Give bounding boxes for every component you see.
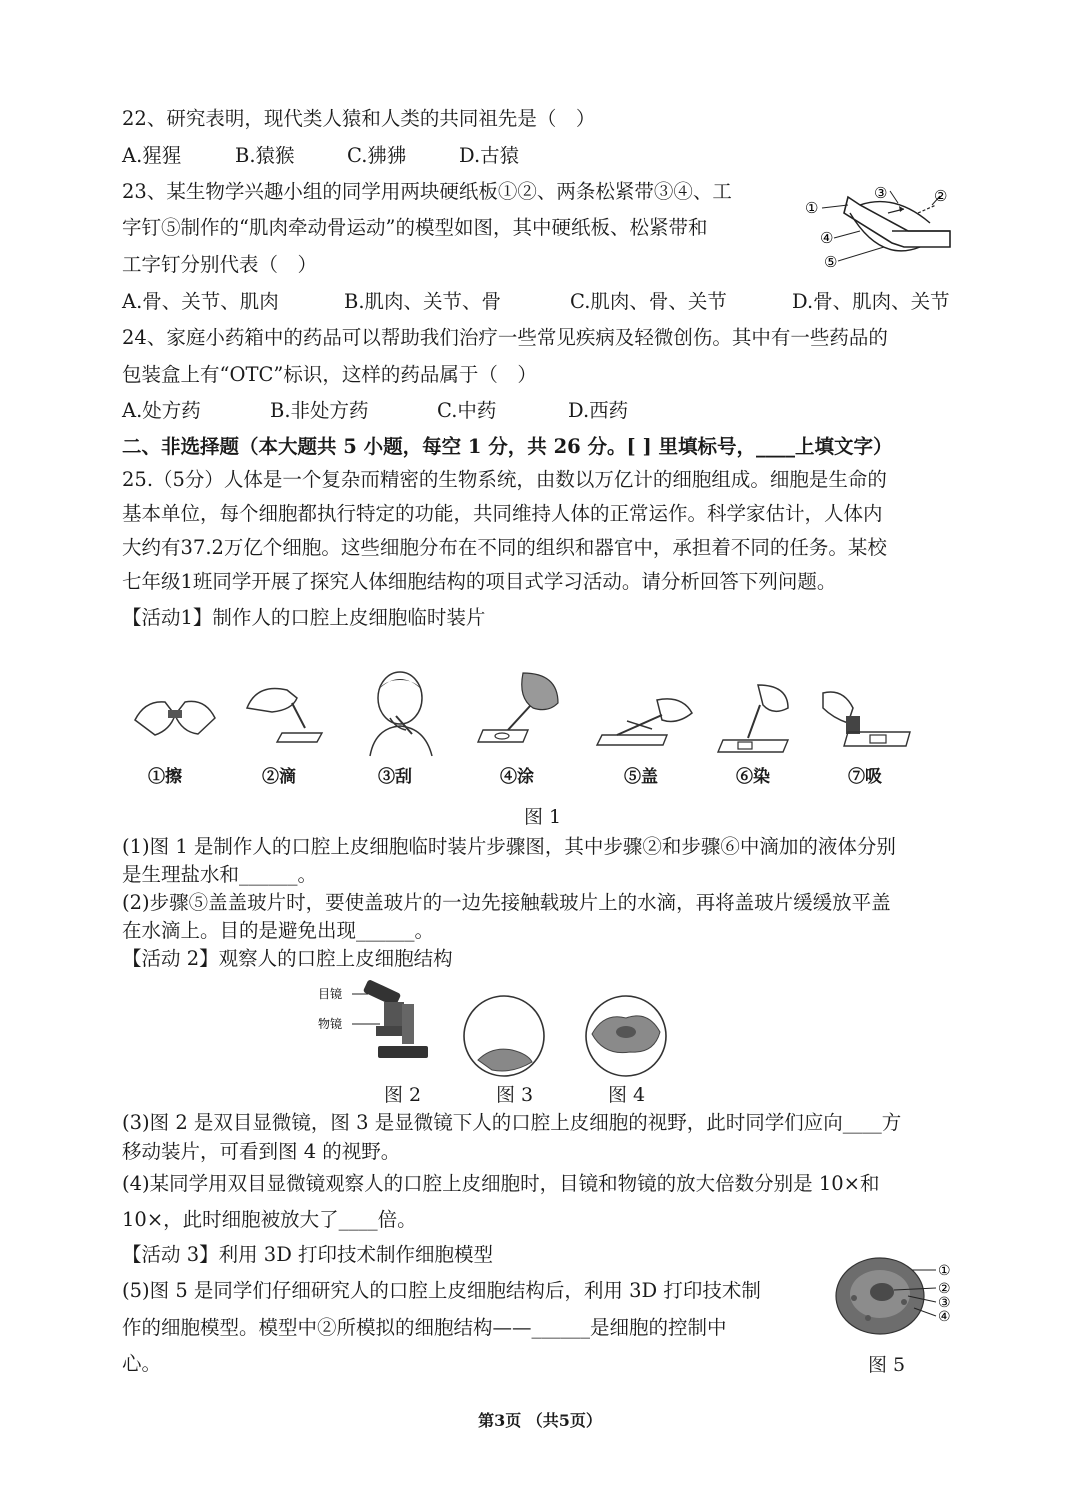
page-footer: 第3页 （共5页） <box>478 1411 602 1430</box>
fig5-caption: 图 5 <box>868 1354 906 1376</box>
field-of-view-fig3 <box>462 994 546 1078</box>
q24-option-c: C.中药 <box>437 399 497 422</box>
eyepiece-label: 目镜 <box>318 987 343 1001</box>
q23-option-a: A.骨、关节、肌肉 <box>122 290 279 313</box>
muscle-model-figure <box>800 183 960 273</box>
step4-smear-illustration <box>478 668 568 748</box>
q25-part4-line1: (4)某同学用双目显微镜观察人的口腔上皮细胞时，目镜和物镜的放大倍数分别是 10×和 <box>122 1172 880 1195</box>
step-label-4: ④涂 <box>500 767 534 787</box>
step7-absorb-illustration <box>818 688 913 758</box>
q24-option-d: D.西药 <box>568 399 629 422</box>
q23-options <box>122 287 950 317</box>
q22-option-a: A.猩猩 <box>122 144 182 167</box>
q25-part5-line2: 作的细胞模型。模型中②所模拟的细胞结构——______是细胞的控制中 <box>122 1316 727 1339</box>
q23-fig-label-4: ④ <box>820 229 834 247</box>
q25-intro-line1: 25.（5分）人体是一个复杂而精密的生物系统，由数以万亿计的细胞组成。细胞是生命的 <box>122 468 887 491</box>
fig5-label-4: ④ <box>938 1309 951 1325</box>
q25-intro-line3: 大约有37.2万亿个细胞。这些细胞分布在不同的组织和器官中，承担着不同的任务。某校 <box>122 536 887 559</box>
microscope-figure <box>318 984 438 1064</box>
q24-option-b: B.非处方药 <box>270 399 369 422</box>
q22-stem: 22、研究表明，现代类人猿和人类的共同祖先是（ ） <box>122 107 596 130</box>
step2-drop-illustration <box>237 678 327 748</box>
q25-part4-line2: 10×，此时细胞被放大了____倍。 <box>122 1208 417 1231</box>
step-label-5: ⑤盖 <box>624 767 658 787</box>
step-label-6: ⑥染 <box>736 767 770 787</box>
q25-part2-line2: 在水滴上。目的是避免出现______。 <box>122 919 435 942</box>
step-label-7: ⑦吸 <box>848 767 882 787</box>
q23-option-c: C.肌肉、骨、关节 <box>570 290 727 313</box>
fig1-caption: 图 1 <box>524 806 562 828</box>
step3-scrape-illustration <box>360 668 440 756</box>
q23-stem-line3: 工字钉分别代表（ ） <box>122 253 318 276</box>
q23-fig-label-3: ③ <box>874 184 888 202</box>
q25-part2-line1: (2)步骤⑤盖盖玻片时，要使盖玻片的一边先接触载玻片上的水滴，再将盖玻片缓缓放平盖 <box>122 891 891 914</box>
q24-option-a: A.处方药 <box>122 399 201 422</box>
q25-part3-line1: (3)图 2 是双目显微镜，图 3 是显微镜下人的口腔上皮细胞的视野，此时同学们应向____方 <box>122 1111 902 1134</box>
step-label-1: ①擦 <box>148 767 182 787</box>
q23-stem-line1: 23、某生物学兴趣小组的同学用两块硬纸板①②、两条松紧带③④、工 <box>122 180 732 203</box>
fig3-caption: 图 3 <box>496 1084 534 1106</box>
step-label-3: ③刮 <box>378 767 412 787</box>
fig5-label-2: ② <box>938 1281 951 1297</box>
q23-option-d: D.骨、肌肉、关节 <box>792 290 950 313</box>
q25-part1-line1: (1)图 1 是制作人的口腔上皮细胞临时装片步骤图，其中步骤②和步骤⑥中滴加的液体分别 <box>122 835 896 858</box>
activity3-title: 【活动 3】利用 3D 打印技术制作细胞模型 <box>122 1243 494 1266</box>
objective-label: 物镜 <box>318 1017 343 1031</box>
q22-option-d: D.古猿 <box>459 144 520 167</box>
q23-fig-label-2: ② <box>934 187 948 205</box>
step6-stain-illustration <box>718 680 798 760</box>
activity1-title: 【活动1】制作人的口腔上皮细胞临时装片 <box>122 606 486 629</box>
fig5-label-1: ① <box>938 1263 951 1279</box>
q22-options <box>122 141 519 171</box>
q25-part5-line3: 心。 <box>122 1352 162 1375</box>
q22-option-b: B.猿猴 <box>235 144 295 167</box>
step-label-2: ②滴 <box>262 767 296 787</box>
q23-fig-label-1: ① <box>805 199 819 217</box>
q25-part1-line2: 是生理盐水和______。 <box>122 863 318 886</box>
step1-wipe-illustration <box>130 680 220 750</box>
fig2-caption: 图 2 <box>384 1084 422 1106</box>
section2-heading: 二、非选择题（本大题共 5 小题，每空 1 分，共 26 分。[ ] 里填标号，____上填文字） <box>122 435 893 458</box>
q24-stem-line1: 24、家庭小药箱中的药品可以帮助我们治疗一些常见疾病及轻微创伤。其中有一些药品的 <box>122 326 888 349</box>
cell-model-figure <box>832 1248 962 1338</box>
q24-stem-line2: 包装盒上有“OTC”标识，这样的药品属于（ ） <box>122 363 537 386</box>
q23-fig-label-5: ⑤ <box>824 253 838 271</box>
q25-intro-line4: 七年级1班同学开展了探究人体细胞结构的项目式学习活动。请分析回答下列问题。 <box>122 570 837 593</box>
q25-intro-line2: 基本单位，每个细胞都执行特定的功能，共同维持人体的正常运作。科学家估计，人体内 <box>122 502 883 525</box>
q25-part3-line2: 移动装片，可看到图 4 的视野。 <box>122 1140 401 1163</box>
q22-option-c: C.狒狒 <box>347 144 407 167</box>
q23-option-b: B.肌肉、关节、骨 <box>344 290 502 313</box>
step5-cover-illustration <box>597 695 697 755</box>
q24-options <box>122 396 628 426</box>
activity2-title: 【活动 2】观察人的口腔上皮细胞结构 <box>122 947 453 970</box>
q25-part5-line1: (5)图 5 是同学们仔细研究人的口腔上皮细胞结构后，利用 3D 打印技术制 <box>122 1279 761 1302</box>
q23-stem-line2: 字钉⑤制作的“肌肉牵动骨运动”的模型如图，其中硬纸板、松紧带和 <box>122 216 708 239</box>
fig5-label-3: ③ <box>938 1295 951 1311</box>
fig4-caption: 图 4 <box>608 1084 646 1106</box>
field-of-view-fig4 <box>584 994 668 1078</box>
